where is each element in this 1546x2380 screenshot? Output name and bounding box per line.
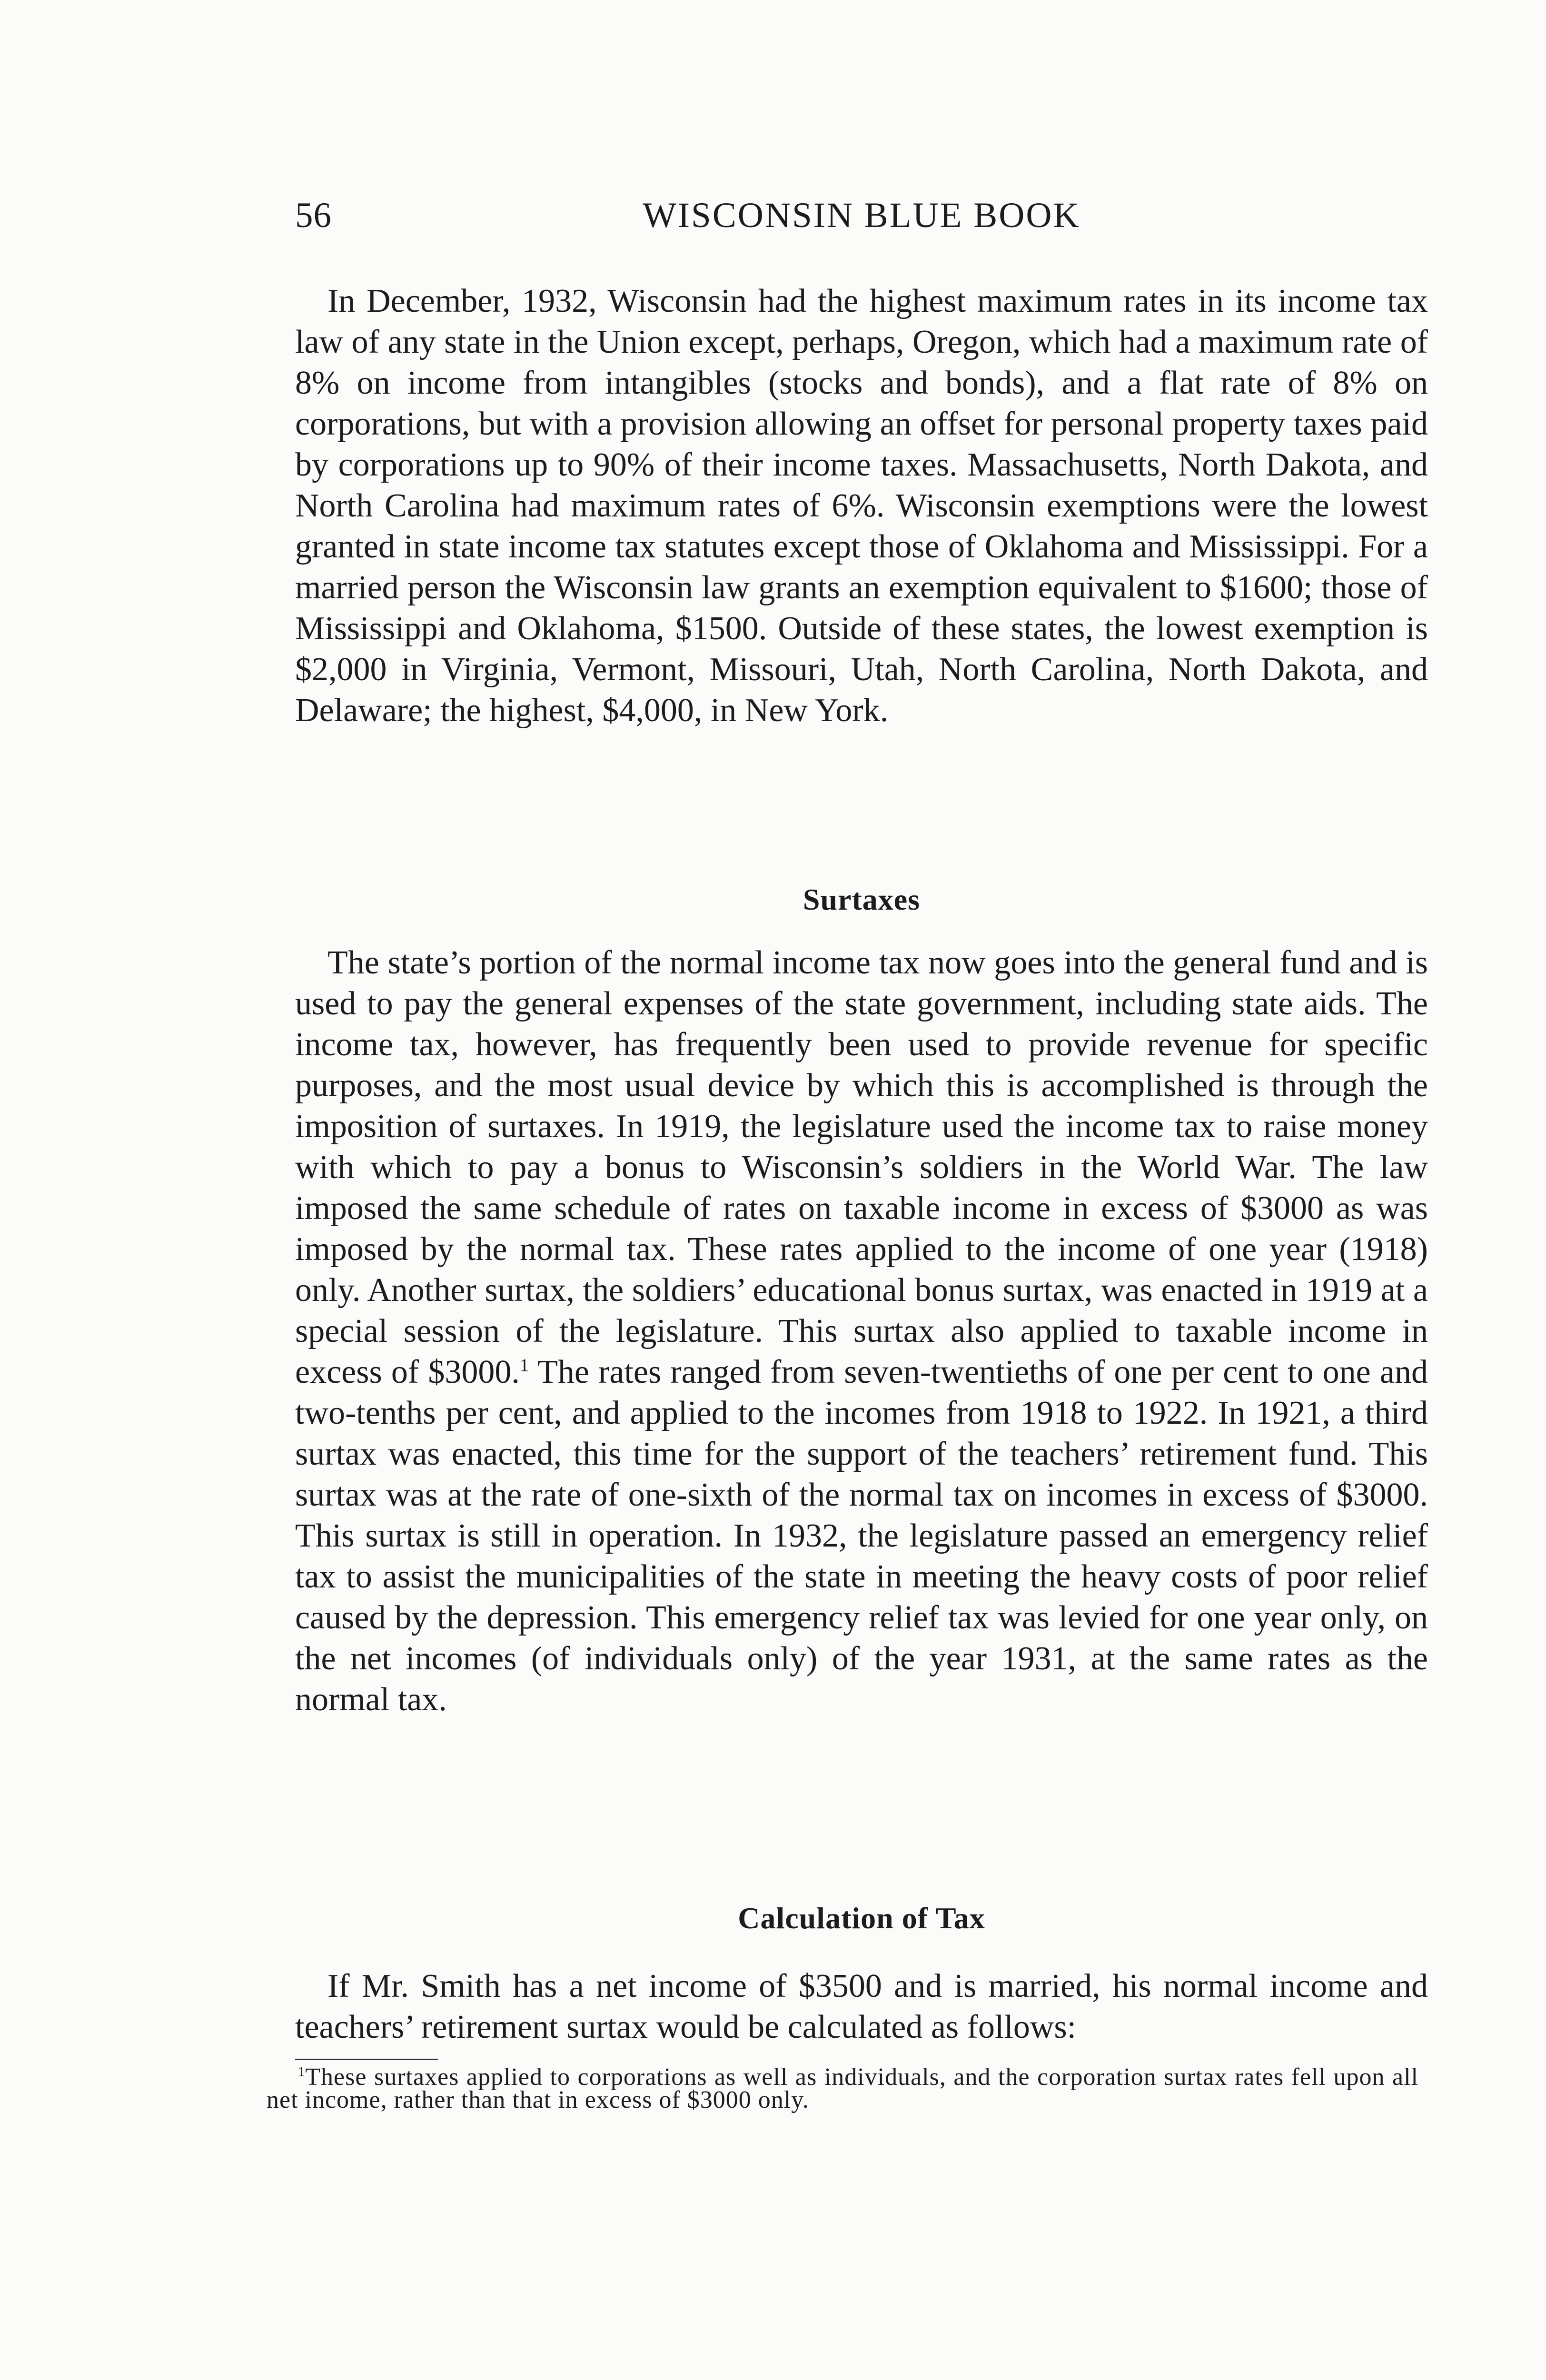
calculation-heading: Calculation of Tax: [738, 1901, 985, 1935]
calculation-paragraph: If Mr. Smith has a net income of $3500 and is married, his normal income and teachers’ retirement surtax would be calculated as follows:: [295, 1968, 1428, 2045]
footnote-text: These surtaxes applied to corporations as well as individuals, and the corporation surtax rates fell upon all net income, rather than that in excess of $3000 only.: [267, 2063, 1418, 2113]
footnote-marker: 1: [298, 2064, 306, 2080]
page-number: 56: [295, 196, 332, 235]
surtaxes-heading: Surtaxes: [803, 883, 921, 916]
footnote: [267, 2063, 1418, 2113]
surtaxes-text-part-2: The rates ranged from seven-twentieths of one per cent to one and two-tenths per cent, and applied to the incomes from 1918 to 1922. In 1921, a third surtax was enacted, this time for the support of the teachers’ retirement fund. This surtax was at the rate of one-sixth of the normal tax on incomes in excess of $3000. This surtax is still in operation. In 1932, the legislature passed an emergency relief tax to assist the municipalities of the state in meeting the heavy costs of poor relief caused by the depression. This emergency relief tax was levied for one year only, on the net incomes (of individuals only) of the year 1931, at the same rates as the normal tax.: [295, 1354, 1428, 1718]
surtaxes-paragraph: [295, 942, 1428, 1720]
running-head: [295, 189, 1428, 242]
footnote-reference: 1: [519, 1355, 529, 1376]
intro-paragraph: In December, 1932, Wisconsin had the highest maximum rates in its income tax law of any state in the Union except, perhaps, Oregon, which had a maximum rate of 8% on income from intangibles (stocks and bonds), and a flat rate of 8% on corporations, but with a provision allowing an offset for personal property taxes paid by corporations up to 90% of their income taxes. Massachusetts, North Dakota, and North Carolina had maximum rates of 6%. Wisconsin exemptions were the lowest granted in state income tax statutes except those of Oklahoma and Mississippi. For a married person the Wisconsin law grants an exemption equivalent to $1600; those of Mississippi and Oklahoma, $1500. Outside of these states, the lowest exemption is $2,000 in Virginia, Vermont, Missouri, Utah, North Carolina, North Dakota, and Delaware; the highest, $4,000, in New York.: [295, 283, 1428, 729]
book-title: WISCONSIN BLUE BOOK: [643, 196, 1080, 235]
surtaxes-text-part-1: The state’s portion of the normal income tax now goes into the general fund and is used to pay the general expenses of the state government, including state aids. The income tax, however, has frequently been used to provide revenue for specific purposes, and the most usual device by which this is accomplished is through the imposition of surtaxes. In 1919, the legislature used the income tax to raise money with which to pay a bonus to Wisconsin’s soldiers in the World War. The law imposed the same schedule of rates on taxable income in excess of $3000 as was imposed by the normal tax. These rates applied to the income of one year (1918) only. Another surtax, the soldiers’ educational bonus surtax, was enacted in 1919 at a special session of the legislature. This surtax also applied to taxable income in excess of $3000.: [295, 944, 1428, 1390]
footnote-rule: [295, 2059, 438, 2060]
